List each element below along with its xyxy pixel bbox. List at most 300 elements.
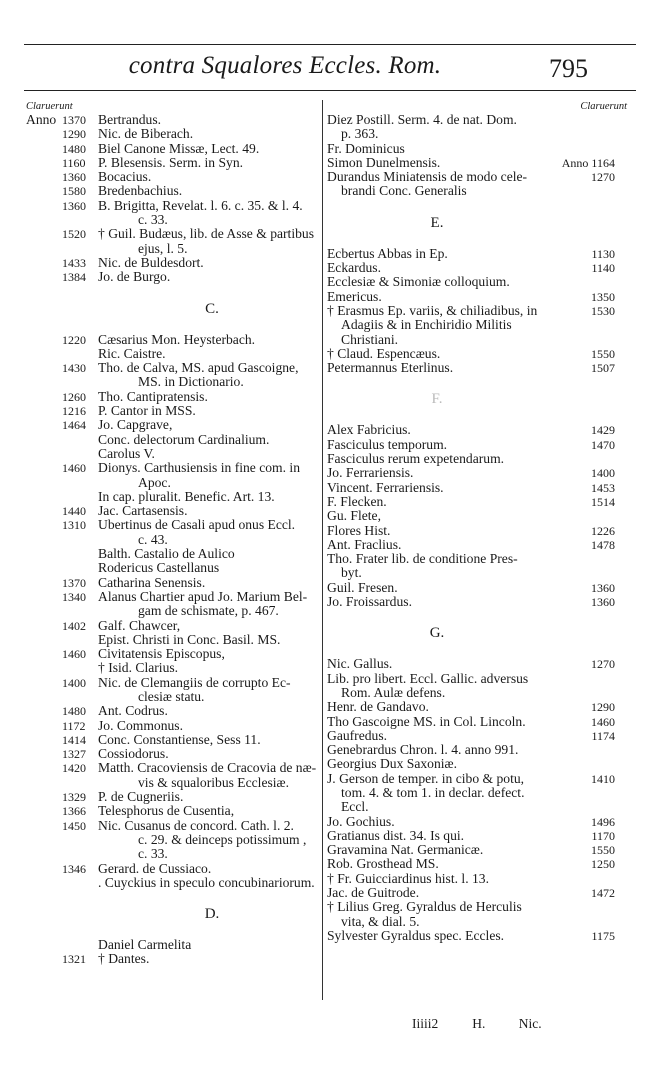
entry-year: 1480 xyxy=(62,141,86,156)
entry-text xyxy=(327,815,551,829)
entry-year: 1360 xyxy=(591,595,615,610)
entry-text-line: Ecbertus Abbas in Ep. xyxy=(327,245,448,261)
entry-text xyxy=(98,576,318,590)
entry-text-line: In cap. pluralit. Benefic. Art. 13. xyxy=(98,488,275,504)
entry-text-line: Flores Hist. xyxy=(327,522,391,538)
entry-text-line: Tho Gascoigne MS. in Col. Lincoln. xyxy=(327,713,526,729)
entry-text xyxy=(327,170,551,199)
index-entry xyxy=(327,657,627,671)
entry-year: 1250 xyxy=(591,857,615,872)
index-entry xyxy=(26,938,318,952)
index-entry xyxy=(26,127,318,141)
entry-year: 1450 xyxy=(62,818,86,833)
entry-year: 1402 xyxy=(62,618,86,633)
entry-text-line: Catharina Senensis. xyxy=(98,574,206,590)
entry-text xyxy=(98,390,318,404)
entry-text-line: Emericus. xyxy=(327,288,382,304)
entry-year: 1270 xyxy=(591,170,615,185)
index-entry xyxy=(26,790,318,804)
right-column xyxy=(322,100,627,1000)
index-entry xyxy=(26,547,318,561)
entry-year: 1400 xyxy=(62,675,86,690)
entry-text xyxy=(327,361,551,375)
index-entry xyxy=(327,772,627,815)
entry-year: 1370 xyxy=(62,575,86,590)
index-entry xyxy=(327,829,627,843)
entry-text xyxy=(327,772,551,815)
index-entry xyxy=(327,872,627,886)
entry-text-line: Jo. Froissardus. xyxy=(327,594,412,610)
entry-text xyxy=(98,761,318,790)
index-entry xyxy=(327,452,627,466)
entry-text-line: † Isid. Clarius. xyxy=(98,660,179,676)
entry-text xyxy=(327,481,551,495)
entry-year: 1170 xyxy=(591,828,615,843)
entry-text-line: Simon Dunelmensis. xyxy=(327,154,441,170)
entry-text-line: Fr. Dominicus xyxy=(327,140,405,156)
entry-text xyxy=(98,619,318,633)
entry-year: 1400 xyxy=(591,466,615,481)
entry-text-line: Gaufredus. xyxy=(327,727,388,743)
entry-text-line: Guil. Fresen. xyxy=(327,579,398,595)
entry-text-line: Cæsarius Mon. Heysterbach. xyxy=(98,331,256,347)
entry-text xyxy=(327,509,551,523)
entry-text-line: Tho. de Calva, MS. apud Gascoigne, xyxy=(98,360,299,376)
entry-year: 1327 xyxy=(62,747,86,762)
index-entry xyxy=(26,733,318,747)
entry-year: 1220 xyxy=(62,332,86,347)
index-entry xyxy=(26,576,318,590)
entry-text xyxy=(327,452,551,466)
index-entry xyxy=(26,113,318,127)
entry-text-line: Bertrandus. xyxy=(98,112,162,127)
section-letter: E. xyxy=(430,214,444,231)
entry-continuation: c. 33. xyxy=(138,212,168,228)
entry-text-line: Jo. Gochius. xyxy=(327,813,395,829)
entry-text xyxy=(327,700,551,714)
entry-text xyxy=(98,561,318,575)
entry-year: 1130 xyxy=(591,246,615,261)
index-entry xyxy=(26,876,318,890)
index-entry xyxy=(26,490,318,504)
entry-year: 1550 xyxy=(591,346,615,361)
index-entry xyxy=(26,647,318,661)
entry-continuation: Apoc. xyxy=(138,474,171,490)
entry-text-line: P. de Cugneriis. xyxy=(98,789,184,805)
entry-text xyxy=(98,256,318,270)
entry-continuation: c. 33. xyxy=(138,846,168,862)
header-bottom-rule xyxy=(24,90,636,91)
entry-text-line: Alanus Chartier apud Jo. Marium Bel- xyxy=(98,588,308,604)
entry-year: 1340 xyxy=(62,589,86,604)
entry-text-line: Nic. Gallus. xyxy=(327,656,393,672)
entry-year: 1440 xyxy=(62,504,86,519)
entry-text-line: † Erasmus Ep. variis, & chiliadibus, in xyxy=(327,302,538,318)
entry-text xyxy=(98,447,318,461)
entry-text xyxy=(98,504,318,518)
entry-text xyxy=(98,156,318,170)
index-entry xyxy=(327,261,627,275)
entry-continuation: gam de schismate, p. 467. xyxy=(138,603,279,619)
entry-text xyxy=(98,170,318,184)
entry-continuation: vis & squaloribus Ecclesiæ. xyxy=(138,774,290,790)
section-letter: G. xyxy=(429,625,445,642)
entry-text-line: Nic. de Clemangiis de corrupto Ec- xyxy=(98,674,291,690)
entry-text xyxy=(98,270,318,284)
entry-text-line: Conc. Constantiense, Sess 11. xyxy=(98,731,261,747)
entry-text-line: Alex Fabricius. xyxy=(327,422,411,438)
entry-continuation: Rom. Aulæ defens. xyxy=(341,684,446,700)
entry-year: 1140 xyxy=(591,261,615,276)
entry-year: 1290 xyxy=(591,700,615,715)
entry-text xyxy=(327,466,551,480)
entry-text-line: Ecclesiæ & Simoniæ colloquium. xyxy=(327,274,510,290)
index-entry xyxy=(26,447,318,461)
index-entry xyxy=(26,347,318,361)
entry-text-line: Tho. Frater lib. de conditione Pres- xyxy=(327,551,518,567)
entry-continuation: clesiæ statu. xyxy=(138,688,205,704)
index-entry xyxy=(327,290,627,304)
entry-text xyxy=(98,661,318,675)
index-entry xyxy=(327,857,627,871)
section-letter: F. xyxy=(431,391,443,408)
entry-text xyxy=(327,595,551,609)
index-entry xyxy=(327,886,627,900)
page-number: 795 xyxy=(549,54,588,83)
entry-continuation: Adagiis & in Enchiridio Militis xyxy=(341,317,512,333)
entry-text-line: . Cuyckius in speculo concubinariorum. xyxy=(98,874,315,890)
entry-year: 1360 xyxy=(62,198,86,213)
entry-text xyxy=(327,672,551,701)
entry-text-line: Eckardus. xyxy=(327,260,381,276)
entry-text-line: Georgius Dux Saxoniæ. xyxy=(327,756,458,772)
index-entry xyxy=(26,862,318,876)
index-entry xyxy=(327,304,627,347)
entry-continuation: vita, & dial. 5. xyxy=(341,913,420,929)
index-entry xyxy=(26,199,318,228)
entry-text-line: Gratianus dist. 34. Is qui. xyxy=(327,827,465,843)
section-letter: C. xyxy=(205,300,219,317)
entry-year: 1433 xyxy=(62,255,86,270)
index-entry xyxy=(327,509,627,523)
entry-text xyxy=(98,127,318,141)
index-entry xyxy=(327,595,627,609)
entry-text-line: Henr. de Gandavo. xyxy=(327,699,429,715)
index-entry xyxy=(26,518,318,547)
entry-year: 1514 xyxy=(591,494,615,509)
entry-text xyxy=(98,952,318,966)
entry-text xyxy=(327,538,551,552)
index-entry xyxy=(26,184,318,198)
entry-text xyxy=(98,719,318,733)
entry-text-line: Balth. Castalio de Aulico xyxy=(98,546,235,562)
entry-text-line: Sylvester Gyraldus spec. Eccles. xyxy=(327,927,505,943)
index-entry xyxy=(327,466,627,480)
entry-text-line: Bocacius. xyxy=(98,169,152,185)
entry-text-line: Matth. Cracoviensis de Cracovia de næ- xyxy=(98,760,317,776)
entry-text xyxy=(327,438,551,452)
section-letter: D. xyxy=(204,906,220,923)
entry-text xyxy=(98,461,318,490)
entry-text xyxy=(327,843,551,857)
entry-text xyxy=(327,743,551,757)
index-entry xyxy=(26,404,318,418)
entry-text-line: Telesphorus de Cusentia, xyxy=(98,803,235,819)
entry-continuation: Eccl. xyxy=(341,799,369,815)
entry-text xyxy=(98,804,318,818)
page-footer xyxy=(412,1016,576,1032)
entry-text-line: Jo. Capgrave, xyxy=(98,417,173,433)
entry-text-line: Nic. de Biberach. xyxy=(98,126,194,142)
entry-year: 1496 xyxy=(591,814,615,829)
entry-continuation: brandi Conc. Generalis xyxy=(341,183,467,199)
entry-continuation: tom. 4. & tom 1. in declar. defect. xyxy=(341,784,525,800)
entry-text-line: Conc. delectorum Cardinalium. xyxy=(98,431,270,447)
anno-label: Anno xyxy=(26,112,57,127)
entry-year: 1172 xyxy=(62,718,86,733)
entry-text-line: Carolus V. xyxy=(98,445,155,461)
index-entry xyxy=(327,275,627,289)
entry-text xyxy=(98,142,318,156)
entry-text-line: Ant. Codrus. xyxy=(98,703,168,719)
index-entry xyxy=(327,156,627,170)
entry-text xyxy=(98,433,318,447)
index-entry xyxy=(327,729,627,743)
entry-text xyxy=(98,862,318,876)
entry-text xyxy=(98,733,318,747)
index-entry xyxy=(327,524,627,538)
entry-text-line: J. Gerson de temper. in cibo & potu, xyxy=(327,770,525,786)
entry-text xyxy=(98,333,318,347)
entry-continuation: Christiani. xyxy=(341,331,399,347)
entry-year: Anno 1164 xyxy=(561,155,615,170)
entry-year: 1370 xyxy=(62,113,86,127)
entry-text-line: Ric. Caistre. xyxy=(98,345,166,361)
entry-continuation: MS. in Dictionario. xyxy=(138,374,244,390)
entry-text-line: † Dantes. xyxy=(98,951,150,967)
entry-year: 1329 xyxy=(62,790,86,805)
right-column-heading: Claruerunt xyxy=(580,101,627,112)
entry-text xyxy=(98,418,318,432)
entry-text-line: Cossiodorus. xyxy=(98,746,169,762)
entry-year: 1507 xyxy=(591,361,615,376)
entry-continuation: c. 43. xyxy=(138,531,168,547)
entry-text-line: Dionys. Carthusiensis in fine com. in xyxy=(98,460,301,476)
entry-text xyxy=(98,819,318,862)
entry-text xyxy=(98,347,318,361)
entry-text xyxy=(327,156,551,170)
entry-text xyxy=(327,247,551,261)
entry-text xyxy=(98,790,318,804)
entry-text-line: Galf. Chawcer, xyxy=(98,617,181,633)
index-entry xyxy=(327,672,627,701)
entry-text-line: Gerard. de Cussiaco. xyxy=(98,860,212,876)
entry-text-line: Daniel Carmelita xyxy=(98,937,192,953)
entry-year: 1550 xyxy=(591,843,615,858)
index-entry xyxy=(26,719,318,733)
index-entry xyxy=(26,227,318,256)
index-entry xyxy=(327,815,627,829)
entry-text-line: † Fr. Guicciardinus hist. l. 13. xyxy=(327,870,489,886)
header-top-rule xyxy=(24,44,636,45)
index-entry xyxy=(26,952,318,966)
entry-year: 1350 xyxy=(591,289,615,304)
entry-text-line: Vincent. Ferrariensis. xyxy=(327,479,444,495)
entry-text xyxy=(327,715,551,729)
left-column xyxy=(26,100,318,967)
index-entry xyxy=(327,538,627,552)
entry-text xyxy=(327,857,551,871)
entry-text xyxy=(327,872,551,886)
entry-text xyxy=(98,404,318,418)
entry-text xyxy=(327,929,551,943)
index-entry xyxy=(26,461,318,490)
entry-text xyxy=(98,676,318,705)
entry-year: 1420 xyxy=(62,761,86,776)
running-title: contra Squalores Eccles. Rom. xyxy=(128,52,442,79)
entry-text xyxy=(327,261,551,275)
entry-text xyxy=(98,633,318,647)
entry-text xyxy=(98,647,318,661)
entry-year: 1520 xyxy=(62,227,86,242)
entry-text xyxy=(98,184,318,198)
entry-text xyxy=(327,900,551,929)
entry-text-line: Ubertinus de Casali apud onus Eccl. xyxy=(98,517,296,533)
entry-text xyxy=(98,938,318,952)
index-entry xyxy=(26,761,318,790)
entry-text xyxy=(327,729,551,743)
index-entry xyxy=(327,495,627,509)
entry-text xyxy=(327,423,551,437)
entry-text xyxy=(98,227,318,256)
entry-text xyxy=(98,518,318,547)
entry-text-line: † Claud. Espencæus. xyxy=(327,345,441,361)
entry-text-line: Civitatensis Episcopus, xyxy=(98,646,225,662)
index-entry xyxy=(327,757,627,771)
entry-text-line: Jo. Ferrariensis. xyxy=(327,465,414,481)
index-entry xyxy=(327,247,627,261)
entry-text xyxy=(98,490,318,504)
entry-year: 1453 xyxy=(591,480,615,495)
entry-year: 1360 xyxy=(62,170,86,185)
entry-text-line: Rob. Grosthead MS. xyxy=(327,856,439,872)
index-entry xyxy=(26,661,318,675)
index-entry xyxy=(327,900,627,929)
index-entry xyxy=(26,590,318,619)
index-entry xyxy=(26,170,318,184)
entry-text-line: Fasciculus rerum expetendarum. xyxy=(327,451,505,467)
entry-year: 1480 xyxy=(62,704,86,719)
entry-text-line: P. Blesensis. Serm. in Syn. xyxy=(98,154,244,170)
entry-text-line: Tho. Cantipratensis. xyxy=(98,388,208,404)
left-column-heading: Claruerunt xyxy=(26,101,73,112)
entry-text xyxy=(98,199,318,228)
index-entry xyxy=(26,747,318,761)
entry-year: 1226 xyxy=(591,523,615,538)
index-entry xyxy=(327,142,627,156)
entry-text-line: Gravamina Nat. Germanicæ. xyxy=(327,842,484,858)
entry-year: 1346 xyxy=(62,861,86,876)
entry-year: 1478 xyxy=(591,537,615,552)
index-entry xyxy=(327,715,627,729)
entry-year: 1310 xyxy=(62,518,86,533)
entry-text-line: Bredenbachius. xyxy=(98,183,183,199)
entry-year: 1464 xyxy=(62,418,86,433)
entry-text xyxy=(327,886,551,900)
entry-text-line: Diez Postill. Serm. 4. de nat. Dom. xyxy=(327,112,517,127)
entry-year: 1366 xyxy=(62,804,86,819)
entry-text-line: P. Cantor in MSS. xyxy=(98,403,196,419)
index-entry xyxy=(327,552,627,581)
entry-text xyxy=(327,142,551,156)
entry-text-line: † Guil. Budæus, lib. de Asse & partibus xyxy=(98,226,314,242)
entry-text xyxy=(327,495,551,509)
index-entry xyxy=(327,700,627,714)
index-entry xyxy=(26,819,318,862)
index-entry xyxy=(327,843,627,857)
entry-text-line: Nic. de Buldesdort. xyxy=(98,254,204,270)
entry-year: 1410 xyxy=(591,771,615,786)
entry-text xyxy=(98,590,318,619)
entry-text-line: Petermannus Eterlinus. xyxy=(327,360,454,376)
index-entry xyxy=(26,504,318,518)
index-entry xyxy=(26,270,318,284)
entry-year: 1290 xyxy=(62,127,86,142)
entry-continuation: p. 363. xyxy=(341,126,379,142)
catchword: H. Nic. xyxy=(472,1016,542,1031)
index-entry xyxy=(26,156,318,170)
entry-text xyxy=(327,581,551,595)
entry-year: 1360 xyxy=(591,580,615,595)
index-entry xyxy=(26,418,318,432)
entry-year: 1430 xyxy=(62,361,86,376)
entry-continuation: ejus, l. 5. xyxy=(138,240,188,256)
index-entry xyxy=(327,170,627,199)
entry-text xyxy=(327,657,551,671)
entry-text-line: Nic. Cusanus de concord. Cath. l. 2. xyxy=(98,817,294,833)
entry-text xyxy=(327,757,551,771)
entry-text xyxy=(327,524,551,538)
index-entry xyxy=(26,333,318,347)
entry-text xyxy=(98,704,318,718)
entry-continuation: byt. xyxy=(341,565,362,581)
index-entry xyxy=(26,361,318,390)
entry-text-line: Epist. Christi in Conc. Basil. MS. xyxy=(98,631,281,647)
entry-text-line: † Lilius Greg. Gyraldus de Herculis xyxy=(327,899,522,915)
entry-text-line: Durandus Miniatensis de modo cele- xyxy=(327,169,528,185)
entry-year: 1472 xyxy=(591,886,615,901)
entry-year: 1160 xyxy=(62,155,86,170)
index-entry xyxy=(26,256,318,270)
entry-text xyxy=(327,275,551,289)
entry-text xyxy=(327,113,551,142)
entry-year: 1530 xyxy=(591,303,615,318)
index-entry xyxy=(26,619,318,633)
entry-year: 1216 xyxy=(62,404,86,419)
entry-text-line: Jac. Cartasensis. xyxy=(98,503,188,519)
entry-text xyxy=(327,829,551,843)
index-entry xyxy=(327,347,627,361)
entry-year: 1384 xyxy=(62,270,86,285)
entry-text-line: Jo. de Burgo. xyxy=(98,269,171,285)
entry-text-line: Fasciculus temporum. xyxy=(327,436,448,452)
entry-year: 1270 xyxy=(591,657,615,672)
index-entry xyxy=(26,676,318,705)
entry-text-line: B. Brigitta, Revelat. l. 6. c. 35. & l. 4. xyxy=(98,197,303,213)
entry-text xyxy=(327,290,551,304)
index-entry xyxy=(26,433,318,447)
entry-text xyxy=(98,361,318,390)
